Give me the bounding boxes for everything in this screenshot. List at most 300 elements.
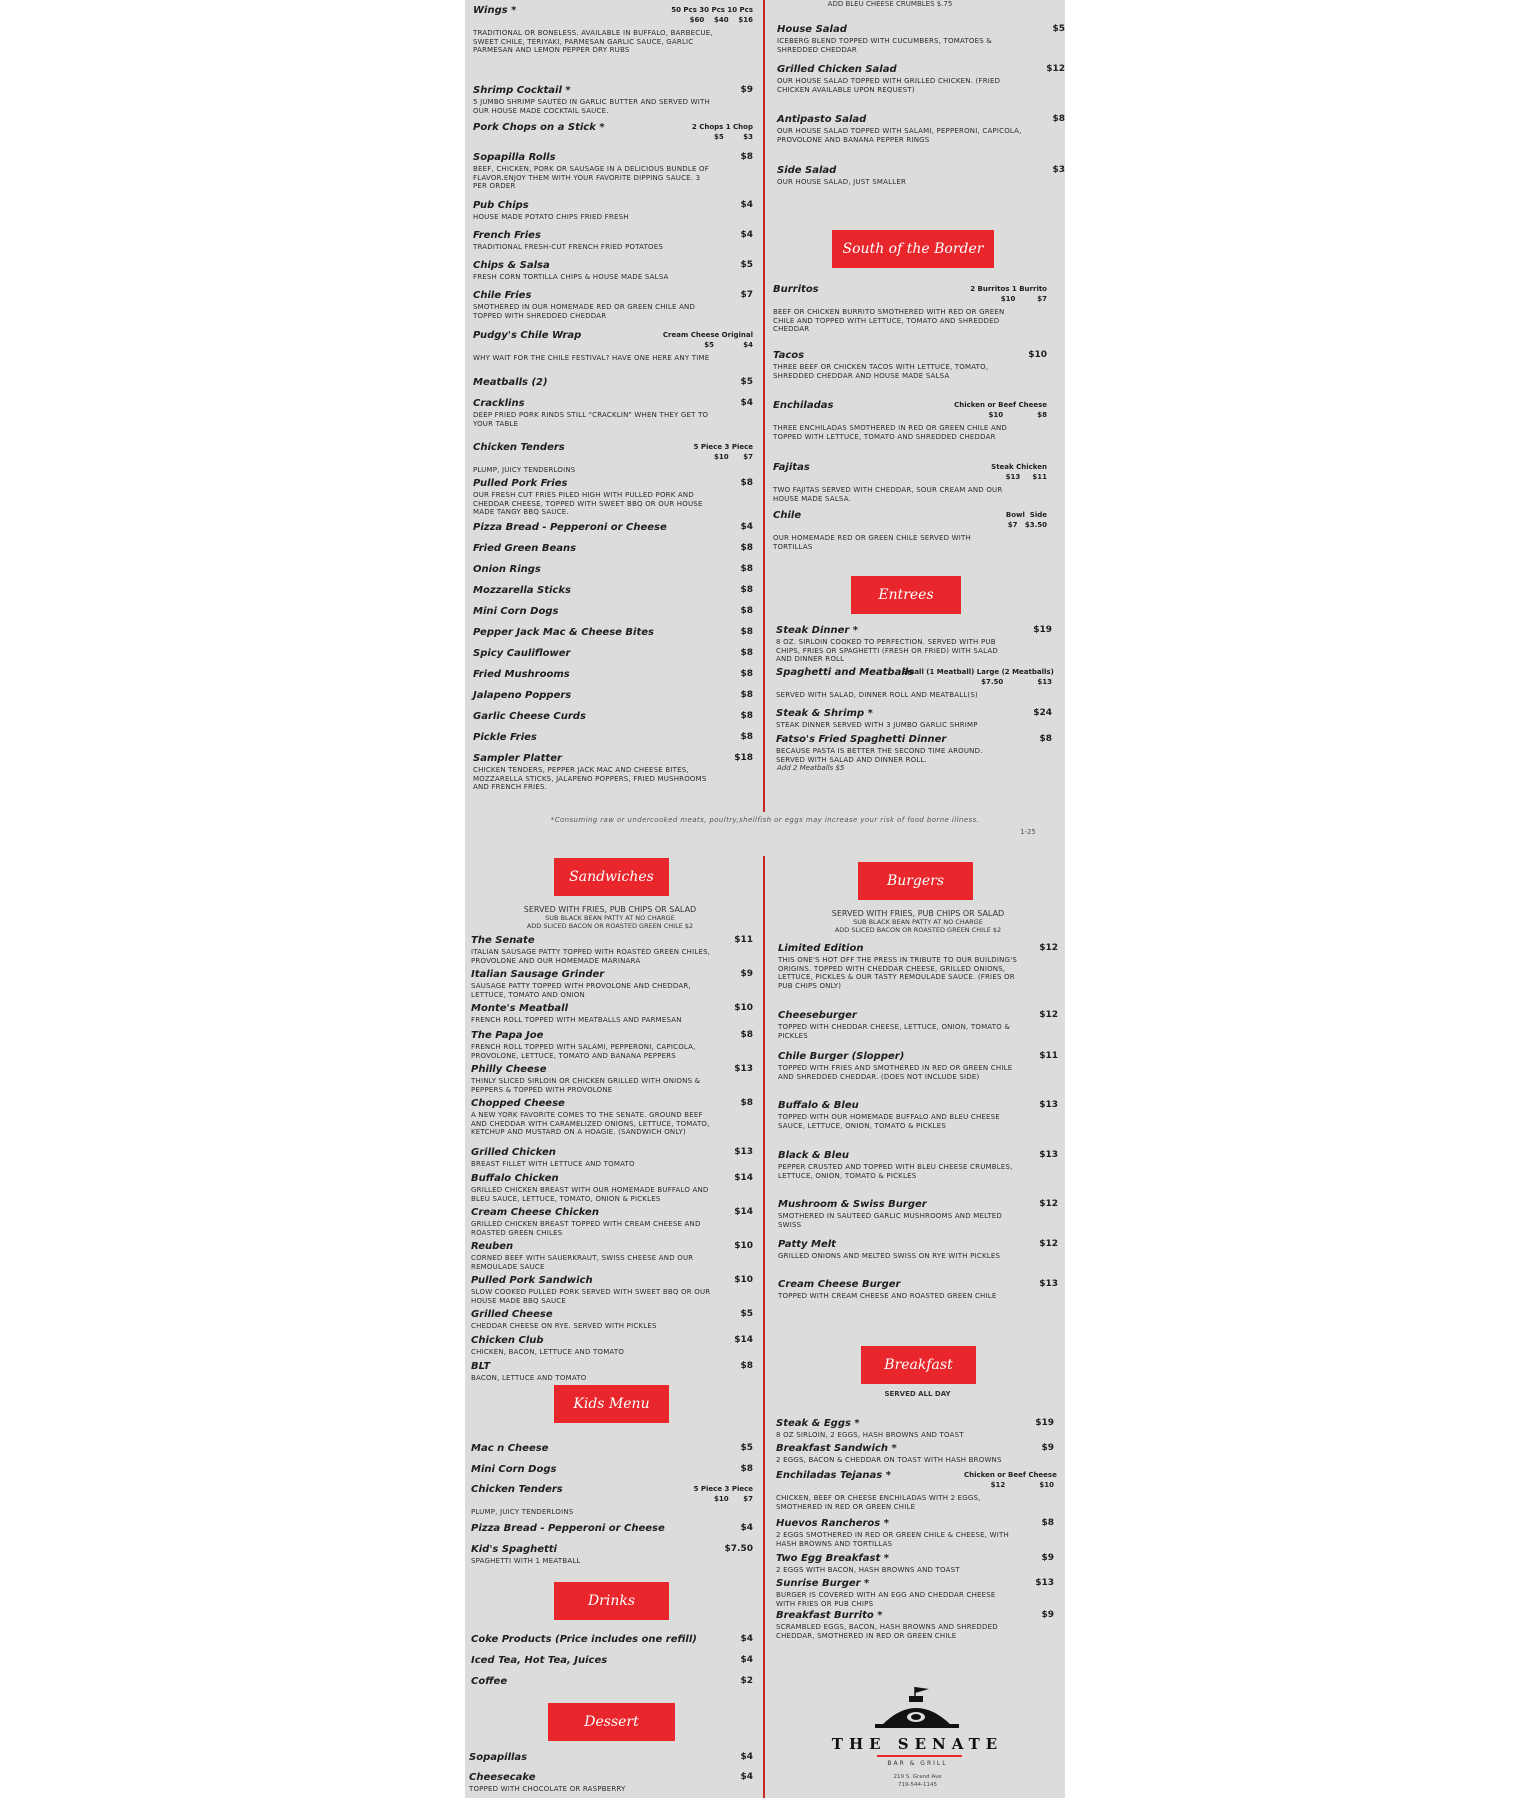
menu-item-price: $8: [740, 648, 753, 658]
menu-item-description: SMOTHERED IN OUR HOMEMADE RED OR GREEN CHILE AND TOPPED WITH SHREDDED CHEDDAR: [473, 303, 696, 320]
menu-item-price: $8: [740, 478, 753, 488]
menu-item-description: SMOTHERED IN SAUTEED GARLIC MUSHROOMS AND MELTED SWISS: [778, 1212, 1002, 1229]
menu-item-price: 5 Piece 3 Piece $10 $7: [693, 443, 753, 461]
menu-item-description: 2 EGGS SMOTHERED IN RED OR GREEN CHILE & CHEESE, WITH HASH BROWNS AND TORTILLAS: [776, 1531, 1009, 1548]
breakfast-header: Breakfast: [861, 1346, 976, 1384]
menu-item-name: The Papa Joe: [471, 1030, 544, 1041]
menu-item: [776, 1578, 1054, 1608]
menu-item: [471, 1676, 753, 1687]
menu-item-price: $10: [734, 1275, 753, 1285]
menu-item-name: Tacos: [773, 350, 805, 361]
menu-item: [778, 1010, 1058, 1040]
menu-item: [471, 1523, 753, 1534]
menu-item-description: STEAK DINNER SERVED WITH 3 JUMBO GARLIC SHRIMP: [776, 721, 978, 729]
menu-item-name: Meatballs (2): [473, 377, 548, 388]
menu-item-price: $4: [740, 1655, 753, 1665]
menu-item-name: Sopapilla Rolls: [473, 152, 556, 163]
menu-item-price: $2: [740, 1676, 753, 1686]
menu-item-price: $8: [740, 1464, 753, 1474]
menu-item-price: Chicken or Beef Cheese $12 $10: [964, 1471, 1057, 1489]
menu-item-price: $9: [740, 85, 753, 95]
menu-item-description: THREE BEEF OR CHICKEN TACOS WITH LETTUCE, TOMATO, SHREDDED CHEDDAR AND HOUSE MADE SALSA: [773, 363, 989, 380]
logo-name: THE SENATE: [831, 1735, 1004, 1753]
menu-item: [471, 1484, 753, 1517]
menu-item-price: Small (1 Meatball) Large (2 Meatballs) $7.50 $13: [902, 668, 1054, 686]
service-note: SUB BLACK BEAN PATTY AT NO CHARGE: [545, 914, 675, 922]
menu-item-name: Cheeseburger: [778, 1010, 857, 1021]
menu-item: [776, 1553, 1054, 1575]
menu-item-price: $18: [734, 753, 753, 763]
menu-item-price: $9: [740, 969, 753, 979]
menu-item: [777, 24, 1065, 54]
menu-item-price: $8: [740, 732, 753, 742]
menu-item-price: $8: [740, 606, 753, 616]
menu-item: [473, 711, 753, 722]
service-note: SUB BLACK BEAN PATTY AT NO CHARGE: [853, 918, 983, 926]
menu-item-description: 2 EGGS, BACON & CHEDDAR ON TOAST WITH HASH BROWNS: [776, 1456, 1002, 1464]
menu-item-description: TOPPED WITH FRIES AND SMOTHERED IN RED OR GREEN CHILE AND SHREDDED CHEDDAR. (DOES NOT INCLUDE SIDE): [778, 1064, 1013, 1081]
menu-item: [776, 734, 1052, 764]
menu-item-price: $4: [740, 1772, 753, 1782]
menu-item-price: $8: [740, 1030, 753, 1040]
menu-item: [473, 85, 753, 115]
menu-item-price: $7: [740, 290, 753, 300]
menu-item-description: CHEDDAR CHEESE ON RYE. SERVED WITH PICKLES: [471, 1322, 657, 1330]
menu-item-name: Fried Green Beans: [473, 543, 577, 554]
menu-item-description: OUR HOUSE SALAD, JUST SMALLER: [777, 178, 907, 186]
menu-item-description: CHICKEN, BACON, LETTUCE AND TOMATO: [471, 1348, 625, 1356]
menu-item: [773, 350, 1047, 380]
menu-item: [473, 753, 753, 792]
entrees-header: Entrees: [851, 576, 961, 614]
menu-item-description: WHY WAIT FOR THE CHILE FESTIVAL? HAVE ONE HERE ANY TIME: [473, 354, 710, 362]
menu-item-name: Cheesecake: [469, 1772, 536, 1783]
menu-item-name: Patty Melt: [778, 1239, 836, 1250]
menu-item-description: 5 JUMBO SHRIMP SAUTÉD IN GARLIC BUTTER AND SERVED WITH OUR HOUSE MADE COCKTAIL SAUCE.: [473, 98, 710, 115]
menu-item-price: $14: [734, 1173, 753, 1183]
menu-item-name: Italian Sausage Grinder: [471, 969, 605, 980]
menu-item-description: FRENCH ROLL TOPPED WITH MEATBALLS AND PARMESAN: [471, 1016, 682, 1024]
menu-item-name: Steak & Shrimp *: [776, 708, 873, 719]
menu-item: [776, 667, 1052, 700]
menu-item-description: SAUSAGE PATTY TOPPED WITH PROVOLONE AND CHEDDAR, LETTUCE, TOMATO AND ONION: [471, 982, 691, 999]
menu-item-price: Steak Chicken $13 $11: [991, 463, 1047, 481]
menu-item-price: $19: [1035, 1418, 1054, 1428]
menu-item: [471, 1173, 753, 1203]
menu-item-description: OUR FRESH CUT FRIES PILED HIGH WITH PULLED PORK AND CHEDDAR CHEESE, TOPPED WITH SWEET BBQ OR OUR HOUSE MADE TANGY BBQ SAUCE.: [473, 491, 703, 516]
service-note: SERVED WITH FRIES, PUB CHIPS OR SALAD: [831, 909, 1005, 918]
menu-item-description: THIS ONE'S HOT OFF THE PRESS IN TRIBUTE TO OUR BUILDING'S ORIGINS. TOPPED WITH CHEDDAR CHEESE, GRILLED ONIONS, LETTUCE, PICKLES & OUR TASTY REMOULADE SAUCE. (FRIES OR PUB CHIPS ONLY): [778, 956, 1017, 990]
menu-item-price: $10: [734, 1003, 753, 1013]
column-divider-top: [763, 0, 765, 812]
menu-item-name: Mozzarella Sticks: [473, 585, 571, 596]
menu-item-name: Chicken Tenders: [473, 442, 565, 453]
menu-item: [473, 230, 753, 252]
menu-item-description: BACON, LETTUCE AND TOMATO: [471, 1374, 587, 1382]
menu-item-description: FRENCH ROLL TOPPED WITH SALAMI, PEPPERONI, CAPICOLA, PROVOLONE, LETTUCE, TOMATO AND BANANA PEPPERS: [471, 1043, 696, 1060]
menu-item: [471, 1030, 753, 1060]
menu-item: [778, 1051, 1058, 1081]
menu-item-name: Shrimp Cocktail *: [473, 85, 571, 96]
menu-item-name: Sunrise Burger *: [776, 1578, 870, 1589]
menu-item-description: BURGER IS COVERED WITH AN EGG AND CHEDDAR CHEESE WITH FRIES OR PUB CHIPS: [776, 1591, 996, 1608]
menu-item-price: $4: [740, 398, 753, 408]
menu-item: [471, 935, 753, 965]
menu-item-name: Spaghetti and Meatballs: [776, 667, 915, 678]
menu-item-name: Mac n Cheese: [471, 1443, 549, 1454]
capitol-dome-icon: [795, 1685, 1040, 1731]
menu-item-name: Chopped Cheese: [471, 1098, 565, 1109]
menu-item-name: Sampler Platter: [473, 753, 562, 764]
menu-item-name: Pizza Bread - Pepperoni or Cheese: [471, 1523, 665, 1534]
menu-item: [469, 1772, 753, 1794]
menu-item-price: $14: [734, 1335, 753, 1345]
menu-item: [778, 1150, 1058, 1180]
menu-item-price: $11: [734, 935, 753, 945]
menu-item-description: 8 OZ SIRLOIN, 2 EGGS, HASH BROWNS AND TOAST: [776, 1431, 964, 1439]
menu-item: [469, 1752, 753, 1763]
menu-item: [473, 260, 753, 282]
logo-phone: 719-544-1145: [898, 1782, 937, 1788]
menu-item-description: GRILLED ONIONS AND MELTED SWISS ON RYE WITH PICKLES: [778, 1252, 1001, 1260]
menu-item-price: $12: [1039, 1010, 1058, 1020]
menu-item-price: 50 Pcs 30 Pcs 10 Pcs $60 $40 $16: [671, 6, 753, 24]
menu-item-description: OUR HOUSE SALAD TOPPED WITH SALAMI, PEPPERONI, CAPICOLA, PROVOLONE AND BANANA PEPPER RINGS: [777, 127, 1022, 144]
menu-item-name: Sopapillas: [469, 1752, 528, 1763]
menu-item: [773, 400, 1047, 441]
menu-item-price: $13: [734, 1064, 753, 1074]
menu-item-name: Wings *: [473, 5, 517, 16]
menu-item-description: SPAGHETTI WITH 1 MEATBALL: [471, 1557, 581, 1565]
menu-item-name: Reuben: [471, 1241, 514, 1252]
menu-item-name: Pudgy's Chile Wrap: [473, 330, 582, 341]
logo-address: 219 S. Grand Ave: [893, 1774, 942, 1780]
menu-item-name: Coffee: [471, 1676, 508, 1687]
menu-item-name: Pulled Pork Sandwich: [471, 1275, 593, 1286]
menu-item-name: Cream Cheese Burger: [778, 1279, 901, 1290]
menu-item: [473, 442, 753, 475]
menu-item-price: $5: [740, 377, 753, 387]
menu-item: [777, 64, 1065, 94]
menu-item-name: House Salad: [777, 24, 847, 35]
menu-item-description: TOPPED WITH CHEDDAR CHEESE, LETTUCE, ONION, TOMATO & PICKLES: [778, 1023, 1011, 1040]
menu-item-price: $4: [740, 230, 753, 240]
consuming-notice: *Consuming raw or undercooked meats, poultry,shellfish or eggs may increase your risk of food borne illness.: [550, 816, 980, 824]
menu-item-name: Huevos Rancheros *: [776, 1518, 889, 1529]
menu-item-name: Pub Chips: [473, 200, 529, 211]
menu-item-description: FRESH CORN TORTILLA CHIPS & HOUSE MADE SALSA: [473, 273, 669, 281]
menu-item-price: $4: [740, 200, 753, 210]
menu-item-name: Monte's Meatball: [471, 1003, 569, 1014]
menu-item: [471, 1064, 753, 1094]
menu-item: [776, 1610, 1054, 1640]
menu-item-price: $8: [1052, 114, 1065, 124]
south-of-the-border-header: South of the Border: [832, 230, 994, 268]
sandwiches-header: Sandwiches: [554, 858, 669, 896]
menu-item: [471, 1634, 753, 1645]
menu-item: [776, 708, 1052, 730]
menu-item-name: Philly Cheese: [471, 1064, 547, 1075]
menu-item-price: Bowl Side $7 $3.50: [1005, 511, 1047, 529]
menu-item-name: Limited Edition: [778, 943, 864, 954]
menu-item-price: $9: [1041, 1443, 1054, 1453]
service-note: ADD SLICED BACON OR ROASTED GREEN CHILE $2: [526, 922, 694, 930]
menu-item-price: $11: [1039, 1051, 1058, 1061]
menu-item-description: PLUMP, JUICY TENDERLOINS: [471, 1508, 574, 1516]
menu-item-price: $13: [1039, 1150, 1058, 1160]
menu-item: [471, 969, 753, 999]
menu-item-price: $4: [740, 522, 753, 532]
menu-item: [473, 522, 753, 533]
menu-item: [776, 1443, 1054, 1465]
menu-item-name: Jalapeno Poppers: [473, 690, 572, 701]
menu-item-description: PEPPER CRUSTED AND TOPPED WITH BLEU CHEESE CRUMBLES, LETTUCE, ONION, TOMATO & PICKLES: [778, 1163, 1013, 1180]
menu-item-price: $10: [1028, 350, 1047, 360]
menu-item: [778, 1239, 1058, 1261]
menu-item-price: $12: [1039, 943, 1058, 953]
menu-item-name: Mini Corn Dogs: [473, 606, 559, 617]
menu-item-name: Antipasto Salad: [777, 114, 867, 125]
menu-page: [465, 0, 1065, 1798]
menu-item-price: $13: [1035, 1578, 1054, 1588]
menu-item-name: Fajitas: [773, 462, 810, 473]
menu-item-name: Steak & Eggs *: [776, 1418, 860, 1429]
menu-item-price: $8: [1041, 1518, 1054, 1528]
menu-item-name: Iced Tea, Hot Tea, Juices: [471, 1655, 608, 1666]
menu-item-description: BECAUSE PASTA IS BETTER THE SECOND TIME AROUND. SERVED WITH SALAD AND DINNER ROLL.: [776, 747, 983, 764]
menu-item-description: DEEP FRIED PORK RINDS STILL "CRACKLIN" WHEN THEY GET TO YOUR TABLE: [473, 411, 709, 428]
menu-item-price: $8: [740, 152, 753, 162]
menu-item-name: Enchiladas Tejanas *: [776, 1470, 891, 1481]
menu-item-description: GRILLED CHICKEN BREAST WITH OUR HOMEMADE BUFFALO AND BLEU SAUCE, LETTUCE, TOMATO, ONION & PICKLES: [471, 1186, 709, 1203]
menu-item: [777, 114, 1065, 144]
menu-item-description: BEEF OR CHICKEN BURRITO SMOTHERED WITH RED OR GREEN CHILE AND TOPPED WITH LETTUCE, TOMATO AND SHREDDED CHEDDAR: [773, 308, 1005, 333]
menu-item: [473, 564, 753, 575]
menu-item-name: Cracklins: [473, 398, 525, 409]
menu-item-description: ICEBERG BLEND TOPPED WITH CUCUMBERS, TOMATOES & SHREDDED CHEDDAR: [777, 37, 992, 54]
menu-item-description: GRILLED CHICKEN BREAST TOPPED WITH CREAM CHEESE AND ROASTED GREEN CHILES: [471, 1220, 701, 1237]
menu-item-price: $8: [740, 1098, 753, 1108]
menu-item-name: Mushroom & Swiss Burger: [778, 1199, 927, 1210]
menu-item-description: SCRAMBLED EGGS, BACON, HASH BROWNS AND SHREDDED CHEDDAR, SMOTHERED IN RED OR GREEN CHILE: [776, 1623, 998, 1640]
burgers-header: Burgers: [858, 862, 973, 900]
menu-item-price: $8: [740, 585, 753, 595]
service-note: SERVED WITH FRIES, PUB CHIPS OR SALAD: [523, 905, 697, 914]
menu-item: [776, 1470, 1057, 1511]
menu-item-description: OUR HOMEMADE RED OR GREEN CHILE SERVED WITH TORTILLAS: [773, 534, 971, 551]
menu-item-name: Chicken Tenders: [471, 1484, 563, 1495]
menu-item-description: TOPPED WITH CHOCOLATE OR RASPBERRY: [469, 1785, 626, 1793]
menu-item: [473, 543, 753, 554]
menu-item: [471, 1147, 753, 1169]
menu-item: [473, 122, 753, 141]
menu-item-name: Coke Products (Price includes one refill): [471, 1634, 697, 1645]
menu-item-price: $13: [1039, 1100, 1058, 1110]
menu-item: [471, 1443, 753, 1454]
menu-item-price: $3: [1052, 165, 1065, 175]
menu-item-price: $9: [1041, 1553, 1054, 1563]
menu-item-name: Chile Fries: [473, 290, 532, 301]
menu-item-description: CHICKEN, BEEF OR CHEESE ENCHILADAS WITH 2 EGGS, SMOTHERED IN RED OR GREEN CHILE: [776, 1494, 981, 1511]
menu-item-name: Pork Chops on a Stick *: [473, 122, 605, 133]
menu-item-name: Grilled Cheese: [471, 1309, 553, 1320]
menu-item-name: Breakfast Burrito *: [776, 1610, 883, 1621]
menu-item-price: $8: [740, 690, 753, 700]
menu-item-price: $4: [740, 1752, 753, 1762]
menu-item: [471, 1335, 753, 1357]
menu-item-description: PLUMP, JUICY TENDERLOINS: [473, 466, 576, 474]
menu-item-description: THINLY SLICED SIRLOIN OR CHICKEN GRILLED WITH ONIONS & PEPPERS & TOPPED WITH PROVOLONE: [471, 1077, 701, 1094]
menu-item-price: $8: [740, 564, 753, 574]
menu-item-name: Garlic Cheese Curds: [473, 711, 586, 722]
senate-logo: [795, 1685, 1040, 1795]
menu-item-name: Burritos: [773, 284, 819, 295]
menu-item: [473, 398, 753, 428]
menu-item: [777, 165, 1065, 187]
menu-item-description: BREAST FILLET WITH LETTUCE AND TOMATO: [471, 1160, 635, 1168]
menu-item-price: $4: [740, 1634, 753, 1644]
menu-item: [778, 1199, 1058, 1229]
menu-item-price: $12: [1046, 64, 1065, 74]
menu-item-price: $8: [740, 669, 753, 679]
menu-item-name: Breakfast Sandwich *: [776, 1443, 897, 1454]
menu-item-name: Steak Dinner *: [776, 625, 859, 636]
menu-item-name: Grilled Chicken Salad: [777, 64, 897, 75]
menu-item-description: 8 OZ. SIRLOIN COOKED TO PERFECTION. SERVED WITH PUB CHIPS, FRIES OR SPAGHETTI (FRESH OR FRIED) WITH SALAD AND DINNER ROLL: [776, 638, 998, 663]
menu-item: [473, 290, 753, 320]
menu-item: [473, 627, 753, 638]
menu-item: [473, 690, 753, 701]
date-code: 1-25: [1020, 828, 1036, 836]
menu-item-price: $8: [740, 627, 753, 637]
menu-item: [473, 648, 753, 659]
menu-item: [473, 200, 753, 222]
menu-item: [471, 1207, 753, 1237]
menu-item: [473, 330, 753, 363]
menu-item: [473, 152, 753, 191]
menu-item-name: Kid's Spaghetti: [471, 1544, 557, 1555]
menu-item-price: $12: [1039, 1239, 1058, 1249]
menu-item-description: BEEF, CHICKEN, PORK OR SAUSAGE IN A DELICIOUS BUNDLE OF FLAVOR.ENJOY THEM WITH YOUR FAVORITE DIPPING SAUCE. 3 PER ORDER: [473, 165, 709, 190]
menu-item: [773, 462, 1047, 503]
menu-item-name: Two Egg Breakfast *: [776, 1553, 889, 1564]
menu-item: [773, 510, 1047, 551]
menu-item-name: Fatso's Fried Spaghetti Dinner: [776, 734, 947, 745]
menu-item-name: Spicy Cauliflower: [473, 648, 571, 659]
menu-item-description: 2 EGGS WITH BACON, HASH BROWNS AND TOAST: [776, 1566, 960, 1574]
menu-item-price: 2 Burritos 1 Burrito $10 $7: [970, 285, 1047, 303]
menu-item-price: $13: [1039, 1279, 1058, 1289]
menu-item: [778, 1279, 1058, 1301]
menu-item-name: Buffalo Chicken: [471, 1173, 559, 1184]
menu-item-name: Fried Mushrooms: [473, 669, 570, 680]
menu-item: [471, 1098, 753, 1137]
menu-item-name: French Fries: [473, 230, 541, 241]
menu-item: [473, 606, 753, 617]
menu-item-name: Cream Cheese Chicken: [471, 1207, 599, 1218]
menu-item-price: $8: [740, 1361, 753, 1371]
menu-item: [471, 1655, 753, 1666]
menu-item: [776, 1518, 1054, 1548]
menu-item: [473, 5, 753, 55]
menu-item: [473, 669, 753, 680]
menu-item-name: The Senate: [471, 935, 535, 946]
menu-item-name: Chile Burger (Slopper): [778, 1051, 905, 1062]
menu-item-name: Pickle Fries: [473, 732, 537, 743]
menu-item: [778, 1100, 1058, 1130]
menu-item: [471, 1003, 753, 1025]
menu-item: [471, 1241, 753, 1271]
menu-item-name: Pepper Jack Mac & Cheese Bites: [473, 627, 654, 638]
menu-item-name: Black & Bleu: [778, 1150, 850, 1161]
menu-item: [471, 1544, 753, 1566]
menu-item-description: OUR HOUSE SALAD TOPPED WITH GRILLED CHICKEN. (FRIED CHICKEN AVAILABLE UPON REQUEST): [777, 77, 1001, 94]
menu-item: [778, 943, 1058, 990]
drinks-header: Drinks: [554, 1582, 669, 1620]
menu-item-price: 2 Chops 1 Chop $5 $3: [691, 123, 753, 141]
menu-item-name: Mini Corn Dogs: [471, 1464, 557, 1475]
menu-item-description: TRADITIONAL FRESH-CUT FRENCH FRIED POTATOES: [473, 243, 664, 251]
menu-item-price: $9: [1041, 1610, 1054, 1620]
menu-item-price: $8: [740, 711, 753, 721]
dessert-header: Dessert: [548, 1703, 675, 1741]
menu-item-price: $8: [740, 543, 753, 553]
menu-item-description: THREE ENCHILADAS SMOTHERED IN RED OR GREEN CHILE AND TOPPED WITH LETTUCE, TOMATO AND SHREDDED CHEDDAR: [773, 424, 1007, 441]
menu-item-name: Chile: [773, 510, 802, 521]
menu-item-price: Cream Cheese Original $5 $4: [662, 331, 753, 349]
column-divider-bottom: [763, 856, 765, 1798]
menu-item-price: $8: [1039, 734, 1052, 744]
menu-item-description: TWO FAJITAS SERVED WITH CHEDDAR, SOUR CREAM AND OUR HOUSE MADE SALSA.: [773, 486, 1003, 503]
menu-item-name: Side Salad: [777, 165, 837, 176]
menu-item-description: SLOW COOKED PULLED PORK SERVED WITH SWEET BBQ OR OUR HOUSE MADE BBQ SAUCE: [471, 1288, 711, 1305]
menu-item: [473, 478, 753, 517]
menu-item-name: Grilled Chicken: [471, 1147, 556, 1158]
menu-item: [473, 732, 753, 743]
entree-addon: Add 2 Meatballs $5: [777, 764, 845, 772]
menu-item-description: TOPPED WITH CREAM CHEESE AND ROASTED GREEN CHILE: [778, 1292, 997, 1300]
menu-item-price: $7.50: [724, 1544, 753, 1554]
menu-item-description: CORNED BEEF WITH SAUERKRAUT, SWISS CHEESE AND OUR REMOULADE SAUCE: [471, 1254, 694, 1271]
kids-menu-header: Kids Menu: [554, 1385, 669, 1423]
menu-item: [471, 1464, 753, 1475]
menu-item-description: A NEW YORK FAVORITE COMES TO THE SENATE. GROUND BEEF AND CHEDDAR WITH CARAMELIZED ONIONS, LETTUCE, TOMATO, KETCHUP AND MUSTARD ON A HOAGIE. (SANDWICH ONLY): [471, 1111, 710, 1136]
menu-item-price: Chicken or Beef Cheese $10 $8: [954, 401, 1047, 419]
menu-item-description: ITALIAN SAUSAGE PATTY TOPPED WITH ROASTED GREEN CHILES, PROVOLONE AND OUR HOMEMADE MARINARA: [471, 948, 711, 965]
menu-item-name: Chicken Club: [471, 1335, 544, 1346]
menu-item: [471, 1309, 753, 1331]
menu-item: [471, 1275, 753, 1305]
menu-item-price: $12: [1039, 1199, 1058, 1209]
menu-item-price: $19: [1033, 625, 1052, 635]
menu-item-name: Buffalo & Bleu: [778, 1100, 859, 1111]
menu-item-price: $5: [740, 1443, 753, 1453]
menu-item-price: $13: [734, 1147, 753, 1157]
breakfast-note: SERVED ALL DAY: [884, 1390, 951, 1398]
menu-item: [473, 377, 753, 388]
menu-item-price: $4: [740, 1523, 753, 1533]
menu-item-price: $5: [740, 260, 753, 270]
logo-subtitle: BAR & GRILL: [887, 1760, 948, 1767]
menu-item: [471, 1361, 753, 1383]
menu-item-description: HOUSE MADE POTATO CHIPS FRIED FRESH: [473, 213, 629, 221]
menu-item: [776, 625, 1052, 664]
menu-item-name: Pulled Pork Fries: [473, 478, 568, 489]
menu-item-price: $24: [1033, 708, 1052, 718]
menu-item-price: $5: [740, 1309, 753, 1319]
menu-item-name: Chips & Salsa: [473, 260, 550, 271]
menu-item-name: BLT: [471, 1361, 491, 1372]
